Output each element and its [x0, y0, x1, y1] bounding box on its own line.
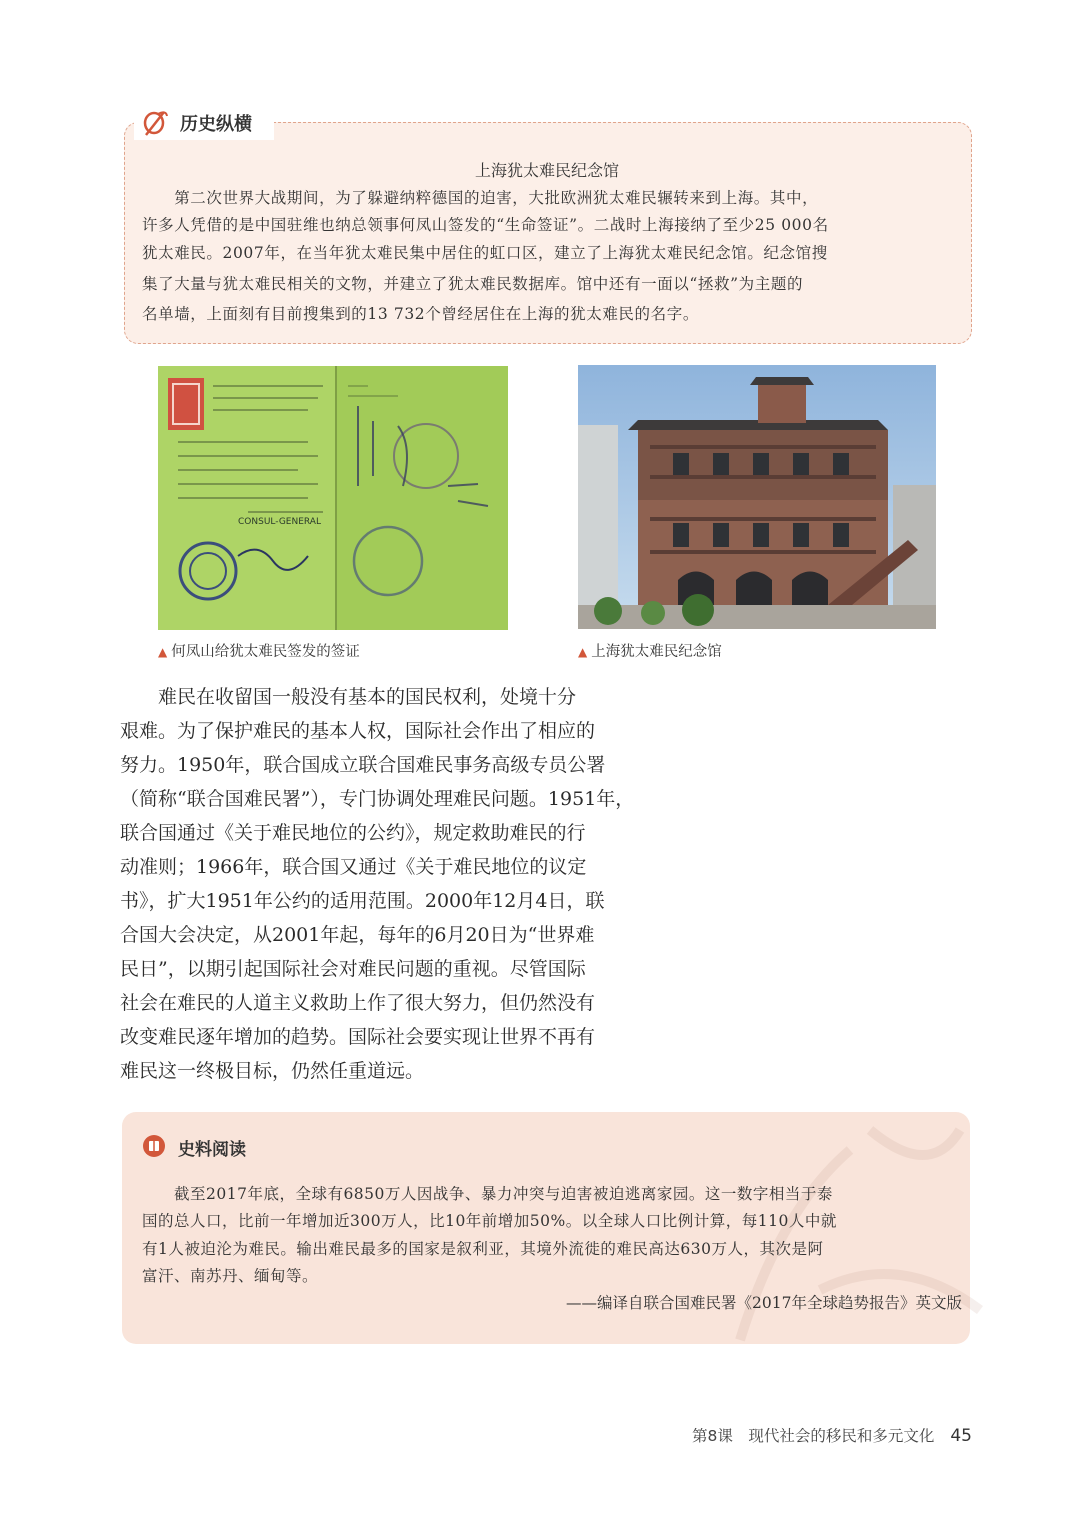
body-paragraph-line: 社会在难民的人道主义救助上作了很大努力，但仍然没有 [120, 992, 596, 1014]
history-box-line: 第二次世界大战期间，为了躲避纳粹德国的迫害，大批欧洲犹太难民辗转来到上海。其中， [142, 189, 819, 207]
triangle-marker-icon: ▲ [158, 645, 168, 659]
reading-box-source: ——编译自联合国难民署《2017年全球趋势报告》英文版 [566, 1294, 962, 1312]
history-icon [140, 108, 170, 138]
history-box-line: 名单墙，上面刻有目前搜集到的13 732个曾经居住在上海的犹太难民的名字。 [142, 305, 699, 323]
history-box-heading: 历史纵横 [180, 114, 252, 135]
visa-photo [158, 366, 508, 630]
reading-box-heading: 史料阅读 [178, 1140, 246, 1160]
page-number: 45 [950, 1426, 972, 1446]
body-paragraph-line: （简称“联合国难民署”），专门协调处理难民问题。1951年， [120, 788, 635, 810]
body-paragraph-line: 动准则；1966年，联合国又通过《关于难民地位的议定 [120, 856, 587, 878]
body-paragraph-line: 难民这一终极目标，仍然任重道远。 [120, 1060, 425, 1082]
body-paragraph-line: 努力。1950年，联合国成立联合国难民事务高级专员公署 [120, 754, 606, 776]
reading-box-line: 有1人被迫沦为难民。输出难民最多的国家是叙利亚，其境外流徙的难民高达630万人，其次是阿 [142, 1240, 824, 1258]
body-paragraph-line: 改变难民逐年增加的趋势。国际社会要实现让世界不再有 [120, 1026, 596, 1048]
history-box-line: 许多人凭借的是中国驻维也纳总领事何凤山签发的“生命签证”。二战时上海接纳了至少25 000名 [142, 216, 829, 234]
visa-caption: ▲ 何凤山给犹太难民签发的签证 [158, 644, 360, 660]
triangle-marker-icon: ▲ [578, 645, 588, 659]
book-icon [142, 1134, 166, 1158]
memorial-photo [578, 365, 936, 629]
reading-box-line: 富汗、南苏丹、缅甸等。 [142, 1267, 319, 1285]
body-paragraph-line: 民日”，以期引起国际社会对难民问题的重视。尽管国际 [120, 958, 586, 980]
reading-box-line: 国的总人口，比前一年增加近300万人，比10年前增加50%。以全球人口比例计算，每110人中就 [142, 1212, 837, 1230]
body-paragraph-line: 书》，扩大1951年公约的适用范围。2000年12月4日，联 [120, 890, 605, 912]
visa-stamp-text: CONSUL-GENERAL [238, 517, 321, 527]
page-footer [692, 1424, 972, 1446]
body-paragraph-line: 联合国通过《关于难民地位的公约》，规定救助难民的行 [120, 822, 586, 844]
history-box-line: 犹太难民。2007年，在当年犹太难民集中居住的虹口区，建立了上海犹太难民纪念馆。纪念馆搜 [142, 244, 828, 262]
memorial-caption: ▲ 上海犹太难民纪念馆 [578, 644, 722, 660]
history-box-line: 集了大量与犹太难民相关的文物，并建立了犹太难民数据库。馆中还有一面以“拯救”为主题的 [142, 275, 804, 293]
body-paragraph-line: 难民在收留国一般没有基本的国民权利，处境十分 [120, 686, 577, 708]
footer-lesson-title: 第8课 现代社会的移民和多元文化 [691, 1427, 935, 1445]
reading-box-line: 截至2017年底，全球有6850万人因战争、暴力冲突与迫害被迫逃离家园。这一数字相当于泰 [142, 1185, 833, 1203]
body-paragraph-line: 艰难。为了保护难民的基本人权，国际社会作出了相应的 [120, 720, 596, 742]
body-paragraph-line: 合国大会决定，从2001年起，每年的6月20日为“世界难 [120, 924, 595, 946]
history-box-title: 上海犹太难民纪念馆 [474, 161, 619, 180]
